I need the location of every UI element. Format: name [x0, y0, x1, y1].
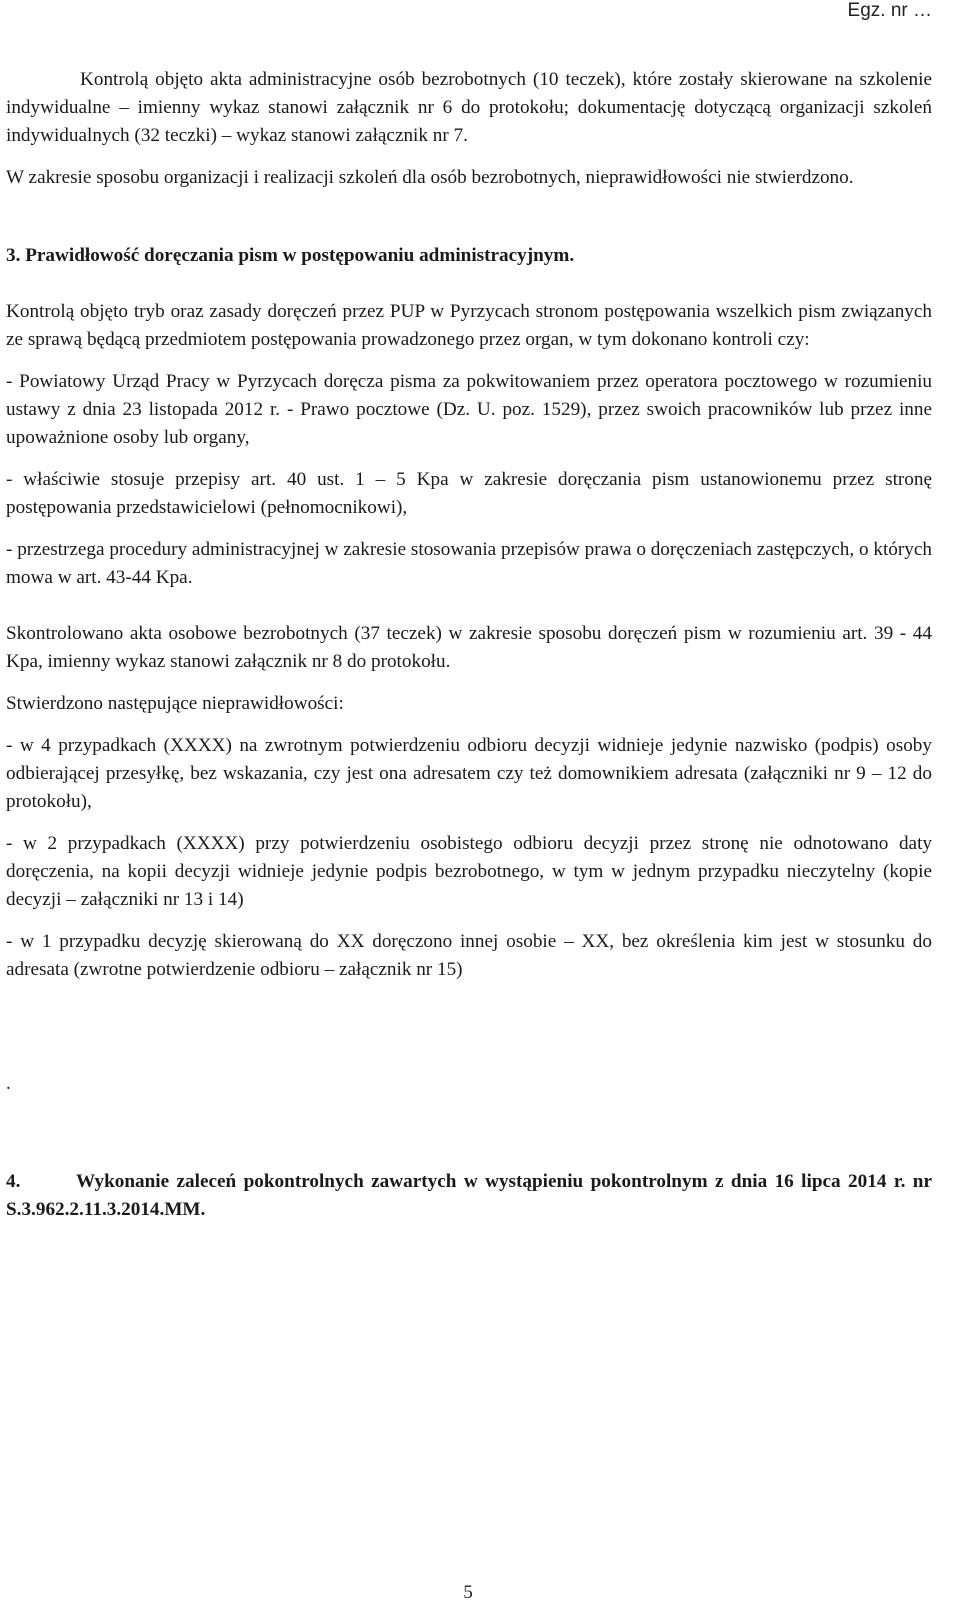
paragraph-findings-intro: Stwierdzono następujące nieprawidłowości: — [6, 693, 344, 714]
paragraph-personal-files-checked: Skontrolowano akta osobowe bezrobotnych (37 teczek) w zakresie sposobu doręczeń pism w rozumieniu art. 39 - 44 Kpa, imienny wykaz stanowi załącznik nr 8 do protokołu. — [6, 623, 932, 672]
document-body — [6, 66, 932, 1224]
finding-item-1: - w 4 przypadkach (XXXX) na zwrotnym potwierdzeniu odbioru decyzji widnieje jedynie nazwisko (podpis) osoby odbierającej przesyłkę, bez wskazania, czy jest ona adresatem czy też domownikiem adresata (załączniki nr 9 – 12 do protokołu), — [6, 735, 932, 812]
paragraph-representative-delivery: - właściwie stosuje przepisy art. 40 ust. 1 – 5 Kpa w zakresie doręczania pism ustanowionemu przez stronę postępowania przedstawicielowi (pełnomocnikowi), — [6, 469, 932, 518]
paragraph-no-irregularities: W zakresie sposobu organizacji i realizacji szkoleń dla osób bezrobotnych, nieprawidłowości nie stwierdzono. — [6, 167, 854, 188]
paragraph-delivery-control-scope: Kontrolą objęto tryb oraz zasady doręczeń przez PUP w Pyrzycach stronom postępowania wszelkich pism związanych ze sprawą będącą przedmiotem postępowania prowadzonego przez organ, w tym dokonano kontroli czy: — [6, 301, 932, 350]
copy-number-mark: Egz. nr … — [847, 0, 932, 21]
section-3-heading: 3. Prawidłowość doręczania pism w postępowaniu administracyjnym. — [6, 245, 575, 266]
finding-item-2: - w 2 przypadkach (XXXX) przy potwierdzeniu osobistego odbioru decyzji przez stronę nie odnotowano daty doręczenia, na kopii decyzji widnieje jedynie podpis bezrobotnego, w tym w jednym przypadku nieczytelny (kopie decyzji – załączniki nr 13 i 14) — [6, 833, 932, 910]
paragraph-substitute-delivery: - przestrzega procedury administracyjnej w zakresie stosowania przepisów prawa o doręczeniach zastępczych, o których mowa w art. 43-44 Kpa. — [6, 539, 932, 588]
section-4-heading — [6, 1168, 932, 1224]
paragraph-controlled-files: Kontrolą objęto akta administracyjne osób bezrobotnych (10 teczek), które zostały skierowane na szkolenie indywidualne – imienny wykaz stanowi załącznik nr 6 do protokołu; dokumentację dotyczącą organizacji szkoleń indywidualnych (32 teczki) – wykaz stanowi załącznik nr 7. — [6, 69, 932, 146]
paragraph-postal-delivery: - Powiatowy Urząd Pracy w Pyrzycach doręcza pisma za pokwitowaniem przez operatora pocztowego w rozumieniu ustawy z dnia 23 listopada 2012 r. - Prawo pocztowe (Dz. U. poz. 1529), przez swoich pracowników lub przez inne upoważnione osoby lub organy, — [6, 371, 932, 448]
stray-dot: . — [6, 1073, 11, 1094]
page-number: 5 — [463, 1582, 473, 1603]
finding-item-3: - w 1 przypadku decyzję skierowaną do XX doręczono innej osobie – XX, bez określenia kim jest w stosunku do adresata (zwrotne potwierdzenie odbioru – załącznik nr 15) — [6, 931, 932, 980]
section-4-title: Wykonanie zaleceń pokontrolnych zawartych w wystąpieniu pokontrolnym z dnia 16 lipca 2014 r. nr S.3.962.2.11.3.2014.MM. — [6, 1171, 932, 1220]
section-4-number: 4. — [6, 1171, 21, 1192]
